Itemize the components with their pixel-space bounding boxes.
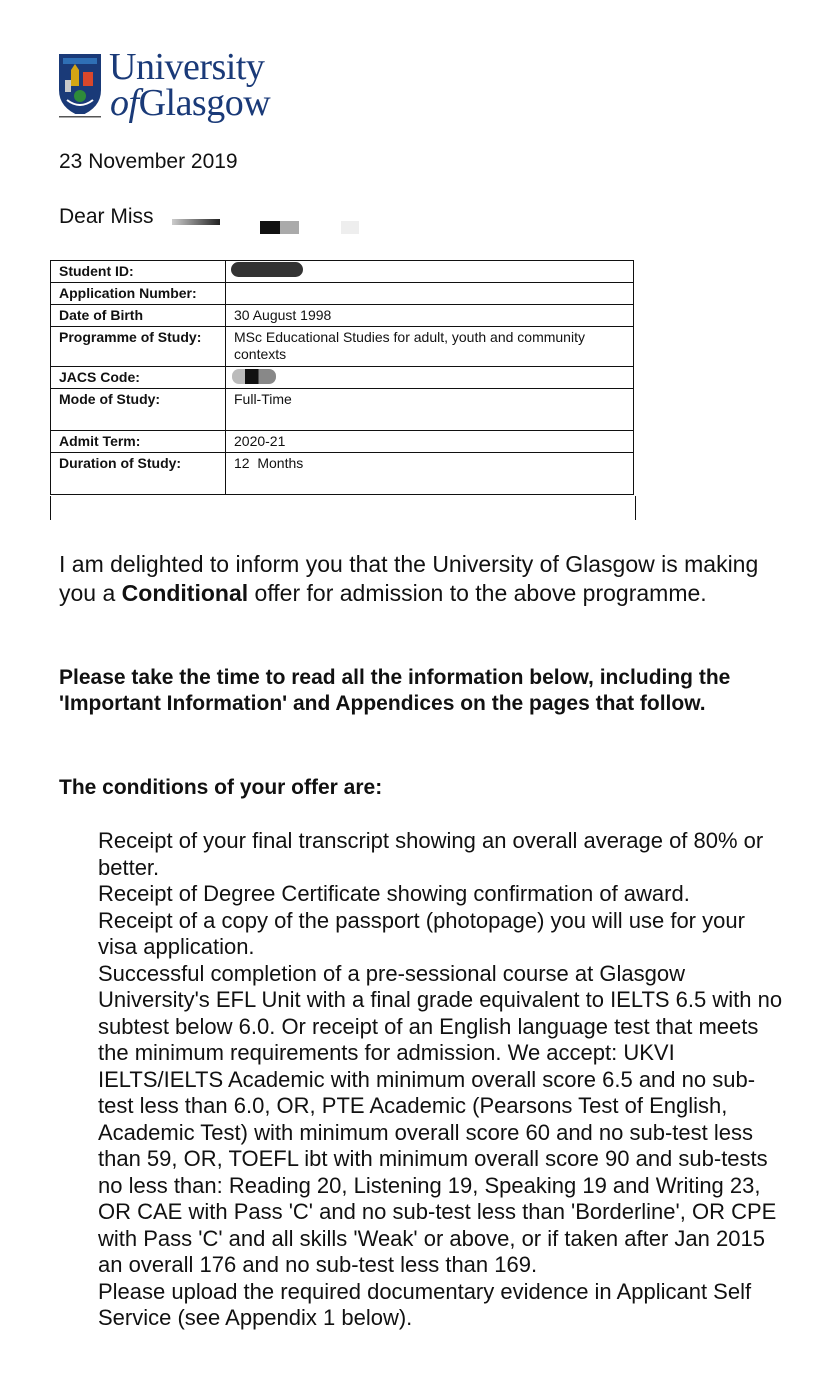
label-application-number: Application Number: [51, 283, 226, 305]
value-application-number [226, 283, 634, 305]
wordmark-of: of [110, 82, 139, 124]
label-programme: Programme of Study: [51, 327, 226, 367]
wordmark-line-1: University [109, 46, 265, 88]
letter-date: 23 November 2019 [59, 150, 238, 173]
table-continuation [50, 496, 636, 520]
label-admit-term: Admit Term: [51, 431, 226, 453]
university-wordmark [109, 48, 270, 122]
value-duration: 12 Months [226, 453, 634, 495]
conditions-heading: The conditions of your offer are: [59, 776, 383, 799]
redacted-jacs-code [232, 369, 276, 384]
table-row [51, 283, 634, 305]
redacted-student-id [231, 262, 303, 277]
table-row [51, 453, 634, 495]
university-logo [57, 46, 285, 124]
table-row [51, 389, 634, 431]
label-duration: Duration of Study: [51, 453, 226, 495]
value-programme: MSc Educational Studies for adult, youth and community contexts [226, 327, 634, 367]
label-mode-of-study: Mode of Study: [51, 389, 226, 431]
label-student-id: Student ID: [51, 261, 226, 283]
offer-type: Conditional [121, 580, 249, 606]
value-admit-term: 2020-21 [226, 431, 634, 453]
redacted-name-2 [260, 221, 280, 234]
offer-paragraph: I am delighted to inform you that the University of Glasgow is making you a Conditional offer for admission to the above programme. [59, 551, 759, 606]
table-row [51, 261, 634, 283]
condition-item: Successful completion of a pre-sessional course at Glasgow University's EFL Unit with a final grade equivalent to IELTS 6.5 with no subtest below 6.0. Or receipt of an English language test that meets the minimum requirements for admission. We accept: UKVI IELTS/IELTS Academic with minimum overall score 6.5 and no sub-test less than 6.0, OR, PTE Academic (Pearsons Test of English, Academic Test) with minimum overall score 60 and no sub-test less than 59, OR, TOEFL ibt with minimum overall score 90 and sub-tests no less than: Reading 20, Listening 19, Speaking 19 and Writing 23, OR CAE with Pass 'C' and no sub-test less than 'Borderline', OR CPE with Pass 'C' and all skills 'Weak' or above, or if taken after Jan 2015 an overall 176 and no sub-test less than 169. [98, 960, 783, 1277]
value-jacs-code [226, 367, 634, 389]
university-crest-icon [57, 50, 103, 120]
table-row [51, 367, 634, 389]
condition-item: Receipt of your final transcript showing an overall average of 80% or better. [98, 828, 764, 880]
table-row [51, 305, 634, 327]
table-row [51, 327, 634, 367]
redacted-name-4 [341, 221, 359, 234]
salutation: Dear Miss [59, 205, 154, 228]
label-date-of-birth: Date of Birth [51, 305, 226, 327]
condition-item: Please upload the required documentary evidence in Applicant Self Service (see Appendix 1 below). [98, 1278, 752, 1330]
redacted-name-3 [280, 221, 299, 234]
table-row [51, 431, 634, 453]
conditions-list [98, 828, 788, 1332]
value-mode-of-study: Full-Time [226, 389, 634, 431]
label-jacs-code: JACS Code: [51, 367, 226, 389]
read-info-paragraph: Please take the time to read all the information below, including the 'Important Information' and Appendices on the pages that follow. [59, 666, 731, 715]
wordmark-line-2 [109, 84, 270, 122]
student-details-table [50, 260, 634, 495]
value-student-id [226, 261, 634, 283]
value-date-of-birth: 30 August 1998 [226, 305, 634, 327]
condition-item: Receipt of a copy of the passport (photopage) you will use for your visa application. [98, 907, 745, 959]
redacted-name-1 [172, 219, 220, 225]
wordmark-glasgow: Glasgow [138, 82, 271, 124]
condition-item: Receipt of Degree Certificate showing confirmation of award. [98, 881, 690, 906]
